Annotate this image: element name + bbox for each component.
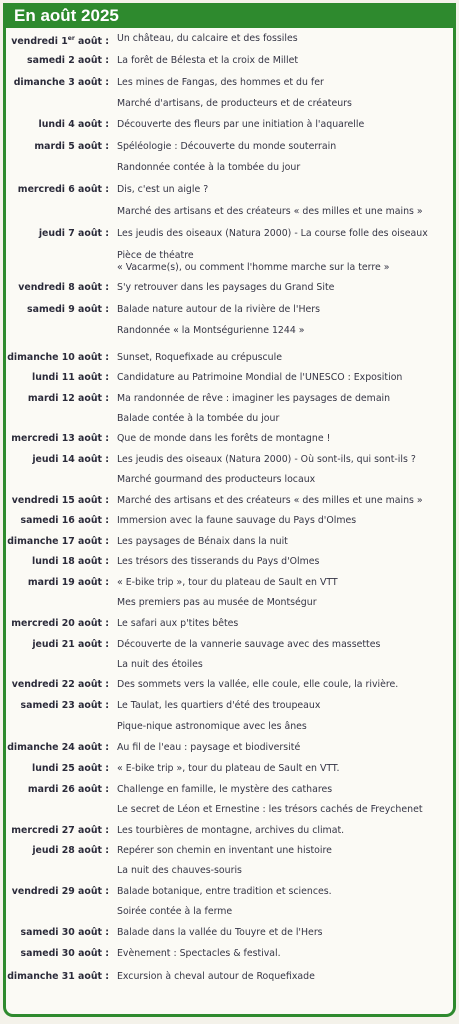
event-date: dimanche 31 août : <box>7 971 109 982</box>
event-row <box>6 304 320 337</box>
event-titles <box>109 228 428 274</box>
event-date: mardi 12 août : <box>27 393 109 404</box>
event-titles <box>109 577 338 609</box>
event-title: Sunset, Roquefixade au crépuscule <box>117 352 282 363</box>
event-title: Spéléologie : Découverte du monde souterrain <box>117 141 337 152</box>
event-titles <box>109 742 300 754</box>
event-title: Ma randonnée de rêve : imaginer les paysages de demain <box>117 393 391 404</box>
event-titles <box>109 119 364 131</box>
event-title: Le Taulat, les quartiers d'été des troupeaux <box>117 700 321 711</box>
event-title: Les jeudis des oiseaux (Natura 2000) - Où sont-ils, qui sont-ils ? <box>117 454 416 465</box>
event-title: Soirée contée à la ferme <box>117 906 233 917</box>
event-row <box>6 971 315 983</box>
event-title: Randonnée « la Montségurienne 1244 » <box>117 325 305 336</box>
event-date: samedi 16 août : <box>20 515 109 526</box>
event-titles <box>109 184 423 218</box>
event-title: Que de monde dans les forêts de montagne ! <box>117 433 331 444</box>
event-titles <box>109 639 380 671</box>
event-title: « Vacarme(s), ou comment l'homme marche sur la terre » <box>117 262 390 273</box>
event-row <box>6 119 364 131</box>
event-date: vendredi 29 août : <box>11 886 109 897</box>
event-date: dimanche 24 août : <box>7 742 109 753</box>
event-titles <box>109 556 319 568</box>
event-row <box>6 393 390 425</box>
event-row <box>6 700 320 733</box>
event-title: La nuit des étoiles <box>117 659 203 670</box>
event-title: La forêt de Bélesta et la croix de Millet <box>117 55 299 66</box>
event-date: mercredi 27 août : <box>11 825 109 836</box>
event-titles <box>109 515 356 527</box>
event-date: mardi 26 août : <box>27 784 109 795</box>
event-row <box>6 763 340 775</box>
calendar-frame <box>3 3 456 1017</box>
event-date: jeudi 21 août : <box>32 639 109 650</box>
event-title: Le secret de Léon et Ernestine : les trésors cachés de Freychenet <box>117 804 423 815</box>
event-titles <box>109 352 282 364</box>
event-title: Balade nature autour de la rivière de l'Hers <box>117 304 321 315</box>
event-date: jeudi 7 août : <box>38 228 109 239</box>
event-date: mardi 19 août : <box>27 577 109 588</box>
event-titles <box>109 33 298 45</box>
event-date: vendredi 1er août : <box>11 35 109 48</box>
event-row <box>6 845 332 877</box>
event-date: samedi 23 août : <box>20 700 109 711</box>
event-row <box>6 495 423 507</box>
event-titles <box>109 700 320 733</box>
event-title: Marché gourmand des producteurs locaux <box>117 474 316 485</box>
event-title: Marché des artisans et des créateurs « des milles et une mains » <box>117 206 423 217</box>
event-title: Excursion à cheval autour de Roquefixade <box>117 971 315 982</box>
event-date: lundi 11 août : <box>32 372 109 383</box>
event-title: Immersion avec la faune sauvage du Pays d'Olmes <box>117 515 357 526</box>
event-titles <box>109 618 238 630</box>
event-titles <box>109 927 323 939</box>
event-titles <box>109 304 320 337</box>
event-row <box>6 825 344 837</box>
event-row <box>6 536 288 548</box>
event-date: jeudi 28 août : <box>32 845 109 856</box>
event-row <box>6 784 423 816</box>
event-title: Challenge en famille, le mystère des cathares <box>117 784 333 795</box>
event-date: lundi 18 août : <box>32 556 109 567</box>
event-row <box>6 77 352 110</box>
event-titles <box>109 433 330 445</box>
event-title: Balade botanique, entre tradition et sciences. <box>117 886 332 897</box>
event-titles <box>109 845 332 877</box>
event-row <box>6 948 281 960</box>
event-titles <box>109 784 423 816</box>
event-title: Les paysages de Bénaix dans la nuit <box>117 536 288 547</box>
event-title: Candidature au Patrimoine Mondial de l'UNESCO : Exposition <box>117 372 403 383</box>
event-row <box>6 372 402 384</box>
event-title: Les jeudis des oiseaux (Natura 2000) - La course folle des oiseaux <box>117 228 428 239</box>
event-date: lundi 25 août : <box>32 763 109 774</box>
event-title: Découverte des fleurs par une initiation à l'aquarelle <box>117 119 365 130</box>
event-row <box>6 433 330 445</box>
event-title: Marché des artisans et des créateurs « des milles et une mains » <box>117 495 423 506</box>
event-row <box>6 454 416 486</box>
event-date: samedi 9 août : <box>27 304 109 315</box>
event-date: mercredi 20 août : <box>11 618 109 629</box>
event-titles <box>109 141 336 174</box>
event-title: Balade dans la vallée du Touyre et de l'Hers <box>117 927 323 938</box>
event-title: Les mines de Fangas, des hommes et du fer <box>117 77 324 88</box>
event-row <box>6 184 423 218</box>
event-titles <box>109 971 315 983</box>
event-row <box>6 352 282 364</box>
event-title: Des sommets vers la vallée, elle coule, elle coule, la rivière. <box>117 679 399 690</box>
event-date: mardi 5 août : <box>34 141 109 152</box>
event-date: dimanche 17 août : <box>7 536 109 547</box>
event-date: samedi 2 août : <box>27 55 109 66</box>
event-title: Au fil de l'eau : paysage et biodiversité <box>117 742 301 753</box>
event-title: Pique-nique astronomique avec les ânes <box>117 721 307 732</box>
event-date: jeudi 14 août : <box>32 454 109 465</box>
event-titles <box>109 393 390 425</box>
event-date: lundi 4 août : <box>38 119 109 130</box>
event-date: mercredi 6 août : <box>17 184 109 195</box>
event-title: Le safari aux p'tites bêtes <box>117 618 239 629</box>
event-row <box>6 556 319 568</box>
event-row <box>6 639 380 671</box>
event-row <box>6 742 300 754</box>
month-header <box>6 3 456 28</box>
event-titles <box>109 282 334 294</box>
event-date: vendredi 8 août : <box>18 282 109 293</box>
event-date: vendredi 22 août : <box>11 679 109 690</box>
event-titles <box>109 55 298 67</box>
event-titles <box>109 886 332 918</box>
event-title: Découverte de la vannerie sauvage avec des massettes <box>117 639 381 650</box>
event-titles <box>109 454 416 486</box>
event-title: Pièce de théatre <box>117 250 194 261</box>
event-titles <box>109 536 288 548</box>
event-row <box>6 282 334 294</box>
event-title: Balade contée à la tombée du jour <box>117 413 280 424</box>
event-title: Marché d'artisans, de producteurs et de créateurs <box>117 98 352 109</box>
event-titles <box>109 495 423 507</box>
event-date: dimanche 10 août : <box>7 352 109 363</box>
event-row <box>6 228 428 274</box>
event-date: mercredi 13 août : <box>11 433 109 444</box>
event-date: samedi 30 août : <box>20 948 109 959</box>
event-title: Evènement : Spectacles & festival. <box>117 948 281 959</box>
event-date: dimanche 3 août : <box>13 77 109 88</box>
event-row <box>6 577 338 609</box>
event-row <box>6 886 332 918</box>
page-title: En août 2025 <box>14 6 119 25</box>
event-title: Randonnée contée à la tombée du jour <box>117 162 301 173</box>
event-title: Dis, c'est un aigle ? <box>117 184 209 195</box>
event-titles <box>109 825 344 837</box>
event-titles <box>109 372 402 384</box>
event-row <box>6 679 398 691</box>
event-row <box>6 515 356 527</box>
event-titles <box>109 679 398 691</box>
event-row <box>6 141 336 174</box>
event-titles <box>109 77 352 110</box>
event-title: Mes premiers pas au musée de Montségur <box>117 597 317 608</box>
event-row <box>6 927 323 939</box>
event-title: Un château, du calcaire et des fossiles <box>117 33 298 44</box>
event-title: Repérer son chemin en inventant une histoire <box>117 845 332 856</box>
event-titles <box>109 763 340 775</box>
event-title: Les trésors des tisserands du Pays d'Olmes <box>117 556 320 567</box>
event-date: vendredi 15 août : <box>11 495 109 506</box>
event-row <box>6 55 298 67</box>
event-title: La nuit des chauves-souris <box>117 865 242 876</box>
event-row <box>6 33 298 48</box>
event-title: Les tourbières de montagne, archives du climat. <box>117 825 345 836</box>
event-date: samedi 30 août : <box>20 927 109 938</box>
event-row <box>6 618 238 630</box>
event-titles <box>109 948 281 960</box>
event-title: « E-bike trip », tour du plateau de Sault en VTT. <box>117 763 340 774</box>
event-title: S'y retrouver dans les paysages du Grand Site <box>117 282 335 293</box>
event-title: « E-bike trip », tour du plateau de Sault en VTT <box>117 577 338 588</box>
